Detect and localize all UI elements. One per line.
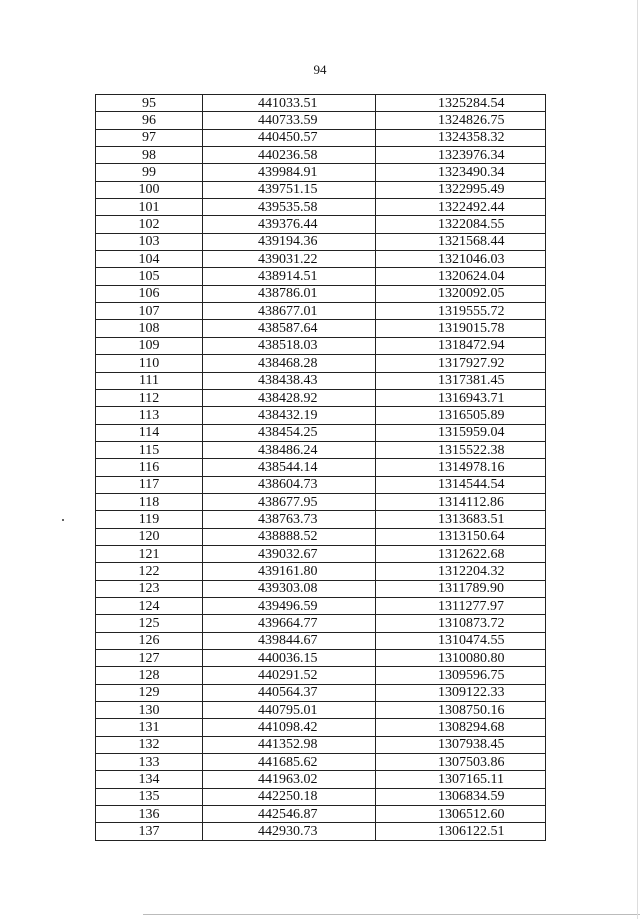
x-coordinate-cell: 438544.14 <box>203 459 376 476</box>
table-row <box>96 372 546 389</box>
y-coordinate-cell: 1309596.75 <box>376 667 546 684</box>
table-row <box>96 719 546 736</box>
x-coordinate-cell: 438518.03 <box>203 337 376 354</box>
x-coordinate-cell: 439984.91 <box>203 164 376 181</box>
x-coordinate-cell: 440564.37 <box>203 684 376 701</box>
table-row <box>96 389 546 406</box>
y-coordinate-cell: 1307165.11 <box>376 771 546 788</box>
y-coordinate-cell: 1325284.54 <box>376 95 546 112</box>
point-number-cell: 117 <box>96 476 203 493</box>
table-row <box>96 545 546 562</box>
coordinates-table-body <box>96 95 546 841</box>
y-coordinate-cell: 1309122.33 <box>376 684 546 701</box>
point-number-cell: 126 <box>96 632 203 649</box>
table-row <box>96 285 546 302</box>
point-number-cell: 107 <box>96 303 203 320</box>
table-row <box>96 355 546 372</box>
y-coordinate-cell: 1324358.32 <box>376 129 546 146</box>
x-coordinate-cell: 438763.73 <box>203 511 376 528</box>
point-number-cell: 124 <box>96 597 203 614</box>
x-coordinate-cell: 439844.67 <box>203 632 376 649</box>
point-number-cell: 127 <box>96 650 203 667</box>
x-coordinate-cell: 440733.59 <box>203 112 376 129</box>
table-row <box>96 164 546 181</box>
point-number-cell: 112 <box>96 389 203 406</box>
point-number-cell: 100 <box>96 181 203 198</box>
y-coordinate-cell: 1318472.94 <box>376 337 546 354</box>
table-row <box>96 806 546 823</box>
y-coordinate-cell: 1315522.38 <box>376 441 546 458</box>
point-number-cell: 133 <box>96 754 203 771</box>
y-coordinate-cell: 1316505.89 <box>376 407 546 424</box>
point-number-cell: 137 <box>96 823 203 840</box>
y-coordinate-cell: 1323976.34 <box>376 147 546 164</box>
point-number-cell: 135 <box>96 788 203 805</box>
point-number-cell: 125 <box>96 615 203 632</box>
point-number-cell: 108 <box>96 320 203 337</box>
point-number-cell: 95 <box>96 95 203 112</box>
x-coordinate-cell: 439664.77 <box>203 615 376 632</box>
point-number-cell: 130 <box>96 702 203 719</box>
y-coordinate-cell: 1316943.71 <box>376 389 546 406</box>
x-coordinate-cell: 438486.24 <box>203 441 376 458</box>
table-row <box>96 424 546 441</box>
y-coordinate-cell: 1317381.45 <box>376 372 546 389</box>
table-row <box>96 702 546 719</box>
x-coordinate-cell: 438428.92 <box>203 389 376 406</box>
y-coordinate-cell: 1308294.68 <box>376 719 546 736</box>
point-number-cell: 111 <box>96 372 203 389</box>
table-row <box>96 493 546 510</box>
table-row <box>96 650 546 667</box>
y-coordinate-cell: 1310873.72 <box>376 615 546 632</box>
table-row <box>96 112 546 129</box>
table-row <box>96 615 546 632</box>
point-number-cell: 98 <box>96 147 203 164</box>
y-coordinate-cell: 1321046.03 <box>376 251 546 268</box>
x-coordinate-cell: 441098.42 <box>203 719 376 736</box>
point-number-cell: 136 <box>96 806 203 823</box>
y-coordinate-cell: 1322084.55 <box>376 216 546 233</box>
y-coordinate-cell: 1322492.44 <box>376 199 546 216</box>
x-coordinate-cell: 441033.51 <box>203 95 376 112</box>
x-coordinate-cell: 439032.67 <box>203 545 376 562</box>
table-row <box>96 754 546 771</box>
point-number-cell: 121 <box>96 545 203 562</box>
x-coordinate-cell: 441352.98 <box>203 736 376 753</box>
table-row <box>96 233 546 250</box>
x-coordinate-cell: 439194.36 <box>203 233 376 250</box>
table-row <box>96 528 546 545</box>
table-row <box>96 563 546 580</box>
y-coordinate-cell: 1314978.16 <box>376 459 546 476</box>
y-coordinate-cell: 1312204.32 <box>376 563 546 580</box>
y-coordinate-cell: 1306512.60 <box>376 806 546 823</box>
x-coordinate-cell: 439031.22 <box>203 251 376 268</box>
y-coordinate-cell: 1311789.90 <box>376 580 546 597</box>
point-number-cell: 97 <box>96 129 203 146</box>
y-coordinate-cell: 1307938.45 <box>376 736 546 753</box>
point-number-cell: 119 <box>96 511 203 528</box>
y-coordinate-cell: 1317927.92 <box>376 355 546 372</box>
x-coordinate-cell: 441685.62 <box>203 754 376 771</box>
scan-edge-line-right <box>637 0 638 919</box>
x-coordinate-cell: 438468.28 <box>203 355 376 372</box>
point-number-cell: 101 <box>96 199 203 216</box>
point-number-cell: 129 <box>96 684 203 701</box>
y-coordinate-cell: 1308750.16 <box>376 702 546 719</box>
point-number-cell: 128 <box>96 667 203 684</box>
point-number-cell: 104 <box>96 251 203 268</box>
point-number-cell: 99 <box>96 164 203 181</box>
table-row <box>96 736 546 753</box>
table-row <box>96 320 546 337</box>
x-coordinate-cell: 442930.73 <box>203 823 376 840</box>
x-coordinate-cell: 441963.02 <box>203 771 376 788</box>
table-row <box>96 181 546 198</box>
x-coordinate-cell: 439303.08 <box>203 580 376 597</box>
y-coordinate-cell: 1311277.97 <box>376 597 546 614</box>
page-number: 94 <box>313 62 327 77</box>
point-number-cell: 118 <box>96 493 203 510</box>
x-coordinate-cell: 439496.59 <box>203 597 376 614</box>
x-coordinate-cell: 438432.19 <box>203 407 376 424</box>
table-row <box>96 667 546 684</box>
point-number-cell: 134 <box>96 771 203 788</box>
point-number-cell: 114 <box>96 424 203 441</box>
table-row <box>96 823 546 840</box>
point-number-cell: 115 <box>96 441 203 458</box>
x-coordinate-cell: 440450.57 <box>203 129 376 146</box>
x-coordinate-cell: 440795.01 <box>203 702 376 719</box>
x-coordinate-cell: 442546.87 <box>203 806 376 823</box>
table-row <box>96 337 546 354</box>
point-number-cell: 123 <box>96 580 203 597</box>
table-row <box>96 129 546 146</box>
table-row <box>96 199 546 216</box>
point-number-cell: 132 <box>96 736 203 753</box>
table-row <box>96 476 546 493</box>
y-coordinate-cell: 1320624.04 <box>376 268 546 285</box>
point-number-cell: 110 <box>96 355 203 372</box>
x-coordinate-cell: 439535.58 <box>203 199 376 216</box>
table-row <box>96 147 546 164</box>
y-coordinate-cell: 1314544.54 <box>376 476 546 493</box>
table-row <box>96 95 546 112</box>
point-number-cell: 131 <box>96 719 203 736</box>
table-row <box>96 580 546 597</box>
y-coordinate-cell: 1306834.59 <box>376 788 546 805</box>
x-coordinate-cell: 438677.95 <box>203 493 376 510</box>
x-coordinate-cell: 442250.18 <box>203 788 376 805</box>
scan-speck <box>62 519 64 521</box>
y-coordinate-cell: 1320092.05 <box>376 285 546 302</box>
table-row <box>96 407 546 424</box>
x-coordinate-cell: 438604.73 <box>203 476 376 493</box>
point-number-cell: 106 <box>96 285 203 302</box>
table-row <box>96 441 546 458</box>
y-coordinate-cell: 1321568.44 <box>376 233 546 250</box>
point-number-cell: 109 <box>96 337 203 354</box>
x-coordinate-cell: 438587.64 <box>203 320 376 337</box>
y-coordinate-cell: 1324826.75 <box>376 112 546 129</box>
y-coordinate-cell: 1319015.78 <box>376 320 546 337</box>
table-row <box>96 511 546 528</box>
x-coordinate-cell: 438888.52 <box>203 528 376 545</box>
table-row <box>96 788 546 805</box>
point-number-cell: 122 <box>96 563 203 580</box>
x-coordinate-cell: 438677.01 <box>203 303 376 320</box>
table-row <box>96 684 546 701</box>
point-number-cell: 103 <box>96 233 203 250</box>
table-row <box>96 459 546 476</box>
table-row <box>96 597 546 614</box>
table-row <box>96 216 546 233</box>
point-number-cell: 116 <box>96 459 203 476</box>
table-row <box>96 268 546 285</box>
point-number-cell: 113 <box>96 407 203 424</box>
x-coordinate-cell: 439161.80 <box>203 563 376 580</box>
x-coordinate-cell: 440291.52 <box>203 667 376 684</box>
x-coordinate-cell: 439376.44 <box>203 216 376 233</box>
x-coordinate-cell: 438786.01 <box>203 285 376 302</box>
table-row <box>96 632 546 649</box>
x-coordinate-cell: 440236.58 <box>203 147 376 164</box>
coordinates-table <box>95 94 546 841</box>
y-coordinate-cell: 1310474.55 <box>376 632 546 649</box>
x-coordinate-cell: 438454.25 <box>203 424 376 441</box>
y-coordinate-cell: 1323490.34 <box>376 164 546 181</box>
x-coordinate-cell: 438914.51 <box>203 268 376 285</box>
x-coordinate-cell: 438438.43 <box>203 372 376 389</box>
point-number-cell: 102 <box>96 216 203 233</box>
y-coordinate-cell: 1312622.68 <box>376 545 546 562</box>
table-row <box>96 251 546 268</box>
x-coordinate-cell: 440036.15 <box>203 650 376 667</box>
y-coordinate-cell: 1310080.80 <box>376 650 546 667</box>
table-row <box>96 771 546 788</box>
point-number-cell: 96 <box>96 112 203 129</box>
x-coordinate-cell: 439751.15 <box>203 181 376 198</box>
y-coordinate-cell: 1313683.51 <box>376 511 546 528</box>
point-number-cell: 105 <box>96 268 203 285</box>
y-coordinate-cell: 1306122.51 <box>376 823 546 840</box>
y-coordinate-cell: 1314112.86 <box>376 493 546 510</box>
table-row <box>96 303 546 320</box>
point-number-cell: 120 <box>96 528 203 545</box>
y-coordinate-cell: 1319555.72 <box>376 303 546 320</box>
y-coordinate-cell: 1307503.86 <box>376 754 546 771</box>
y-coordinate-cell: 1315959.04 <box>376 424 546 441</box>
y-coordinate-cell: 1322995.49 <box>376 181 546 198</box>
y-coordinate-cell: 1313150.64 <box>376 528 546 545</box>
scan-edge-line <box>143 914 640 915</box>
